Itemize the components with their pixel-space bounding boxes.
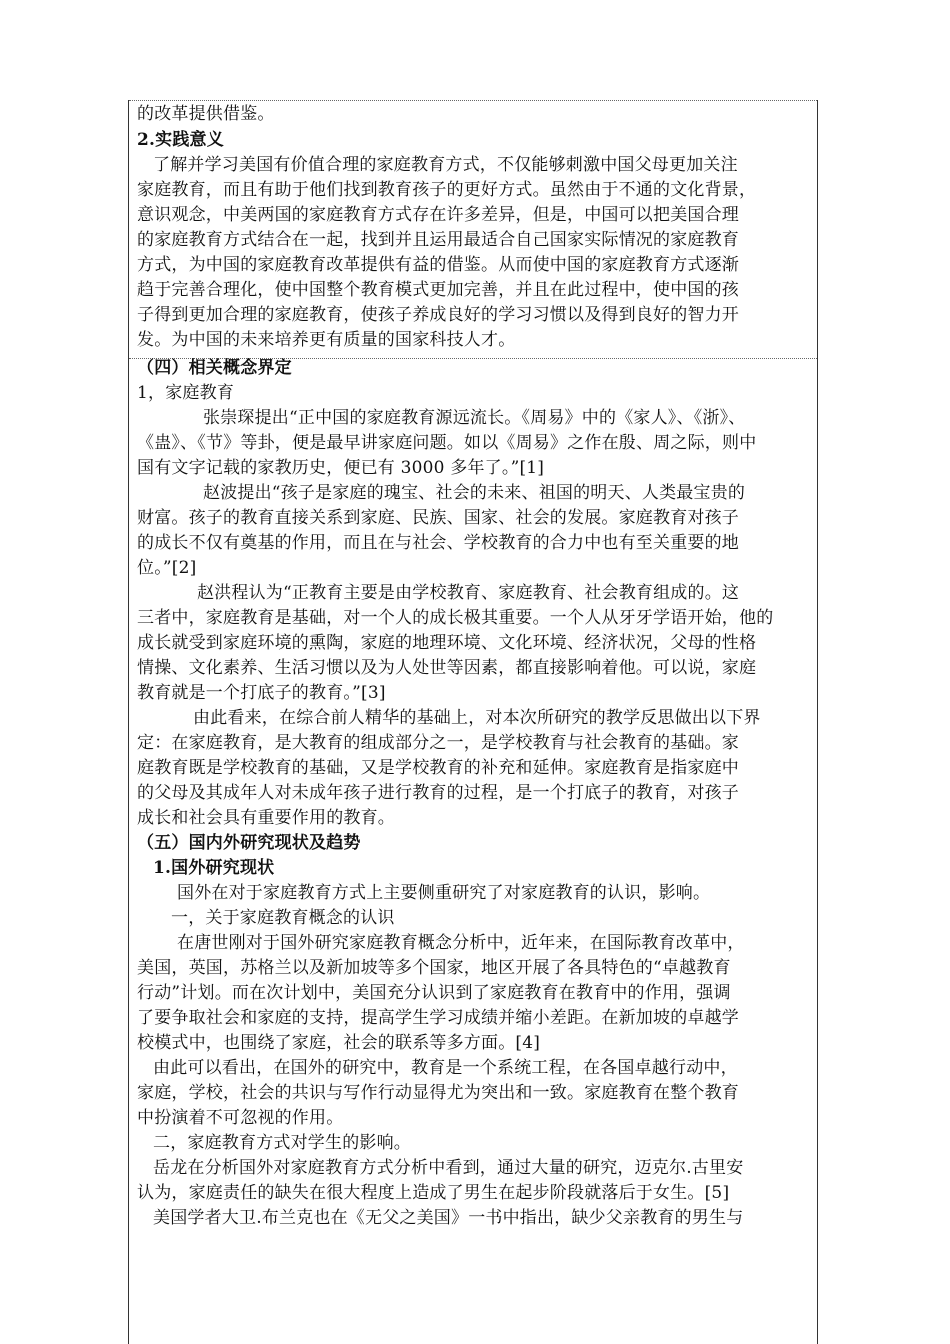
paragraph-line: 美国，英国，苏格兰以及新加坡等多个国家，地区开展了各具特色的“卓越教育 — [137, 958, 731, 978]
paragraph-line: 教育就是一个打底子的教育。”[3] — [137, 683, 386, 703]
section-heading: （五）国内外研究现状及趋势 — [137, 833, 361, 853]
paragraph-line: 趋于完善合理化，使中国整个教育模式更加完善，并且在此过程中，使中国的孩 — [137, 280, 739, 300]
paragraph-line: 三者中，家庭教育是基础，对一个人的成长极其重要。一个人从牙牙学语开始，他的 — [137, 608, 774, 628]
paragraph-line: 财富。孩子的教育直接关系到家庭、民族、国家、社会的发展。家庭教育对孩子 — [137, 508, 739, 528]
paragraph-line: 家庭，学校，社会的共识与写作行动显得尤为突出和一致。家庭教育在整个教育 — [137, 1083, 739, 1103]
paragraph-line: 位。”[2] — [137, 558, 197, 578]
paragraph-line: 家庭教育，而且有助于他们找到教育孩子的更好方式。虽然由于不通的文化背景， — [137, 180, 757, 200]
paragraph-line: 在唐世刚对于国外研究家庭教育概念分析中，近年来，在国际教育改革中， — [177, 933, 745, 953]
paragraph-line: 发。为中国的未来培养更有质量的国家科技人才。 — [137, 330, 516, 350]
paragraph-line: 认为，家庭责任的缺失在很大程度上造成了男生在起步阶段就落后于女生。[5] — [137, 1183, 730, 1203]
paragraph-line: 庭教育既是学校教育的基础，又是学校教育的补充和延伸。家庭教育是指家庭中 — [137, 758, 739, 778]
paragraph-line: 方式，为中国的家庭教育改革提供有益的借鉴。从而使中国的家庭教育方式逐渐 — [137, 255, 739, 275]
paragraph-line: 成长就受到家庭环境的熏陶，家庭的地理环境、文化环境、经济状况，父母的性格 — [137, 633, 757, 653]
paragraph-line: 国有文字记载的家教历史，便已有 3000 多年了。”[1] — [137, 458, 545, 478]
paragraph-line: 由此可以看出，在国外的研究中，教育是一个系统工程，在各国卓越行动中， — [153, 1058, 738, 1078]
paragraph-line: 行动”计划。而在次计划中，美国充分认识到了家庭教育在教育中的作用，强调 — [137, 983, 731, 1003]
paragraph-line: 的家庭教育方式结合在一起，找到并且运用最适合自己国家实际情况的家庭教育 — [137, 230, 739, 250]
paragraph-line: 岳龙在分析国外对家庭教育方式分析中看到，通过大量的研究，迈克尔.古里安 — [153, 1158, 744, 1178]
document-table — [128, 100, 818, 1344]
paragraph-line: 情操、文化素养、生活习惯以及为人处世等因素，都直接影响着他。可以说，家庭 — [137, 658, 757, 678]
paragraph-line: 了解并学习美国有价值合理的家庭教育方式，不仅能够刺激中国父母更加关注 — [153, 155, 738, 175]
paragraph-line: 的改革提供借鉴。 — [137, 104, 275, 124]
paragraph-line: 的成长不仅有奠基的作用，而且在与社会、学校教育的合力中也有至关重要的地 — [137, 533, 739, 553]
paragraph-line: 国外在对于家庭教育方式上主要侧重研究了对家庭教育的认识，影响。 — [177, 883, 711, 903]
paragraph-line: 一，关于家庭教育概念的认识 — [171, 908, 395, 928]
section-heading: 2.实践意义 — [137, 130, 224, 150]
paragraph-line: 意识观念，中美两国的家庭教育方式存在许多差异，但是，中国可以把美国合理 — [137, 205, 739, 225]
paragraph-line: 张崇琛提出“正中国的家庭教育源远流长。《周易》中的《家人》、《浙》、 — [203, 408, 746, 428]
paragraph-line: 1，家庭教育 — [137, 383, 235, 403]
paragraph-line: 了要争取社会和家庭的支持，提高学生学习成绩并缩小差距。在新加坡的卓越学 — [137, 1008, 739, 1028]
paragraph-line: 赵洪程认为“正教育主要是由学校教育、家庭教育、社会教育组成的。这 — [197, 583, 740, 603]
paragraph-line: 美国学者大卫.布兰克也在《无父之美国》一书中指出，缺少父亲教育的男生与 — [153, 1208, 744, 1228]
paragraph-line: 二，家庭教育方式对学生的影响。 — [153, 1133, 411, 1153]
paragraph-line: 校模式中，也围绕了家庭，社会的联系等多方面。[4] — [137, 1033, 541, 1053]
paragraph-line: 的父母及其成年人对未成年孩子进行教育的过程，是一个打底子的教育，对孩子 — [137, 783, 739, 803]
paragraph-line: 由此看来，在综合前人精华的基础上，对本次所研究的教学反思做出以下界 — [193, 708, 761, 728]
paragraph-line: 《蛊》、《节》等卦，便是最早讲家庭问题。如以《周易》之作在殷、周之际，则中 — [137, 433, 757, 453]
paragraph-line: 中扮演着不可忽视的作用。 — [137, 1108, 344, 1128]
section-heading: （四）相关概念界定 — [137, 358, 292, 378]
paragraph-line: 子得到更加合理的家庭教育，使孩子养成良好的学习习惯以及得到良好的智力开 — [137, 305, 739, 325]
paragraph-line: 赵波提出“孩子是家庭的瑰宝、社会的未来、祖国的明天、人类最宝贵的 — [203, 483, 746, 503]
section-heading: 1.国外研究现状 — [153, 858, 275, 878]
paragraph-line: 成长和社会具有重要作用的教育。 — [137, 808, 395, 828]
paragraph-line: 定：在家庭教育，是大教育的组成部分之一，是学校教育与社会教育的基础。家 — [137, 733, 739, 753]
